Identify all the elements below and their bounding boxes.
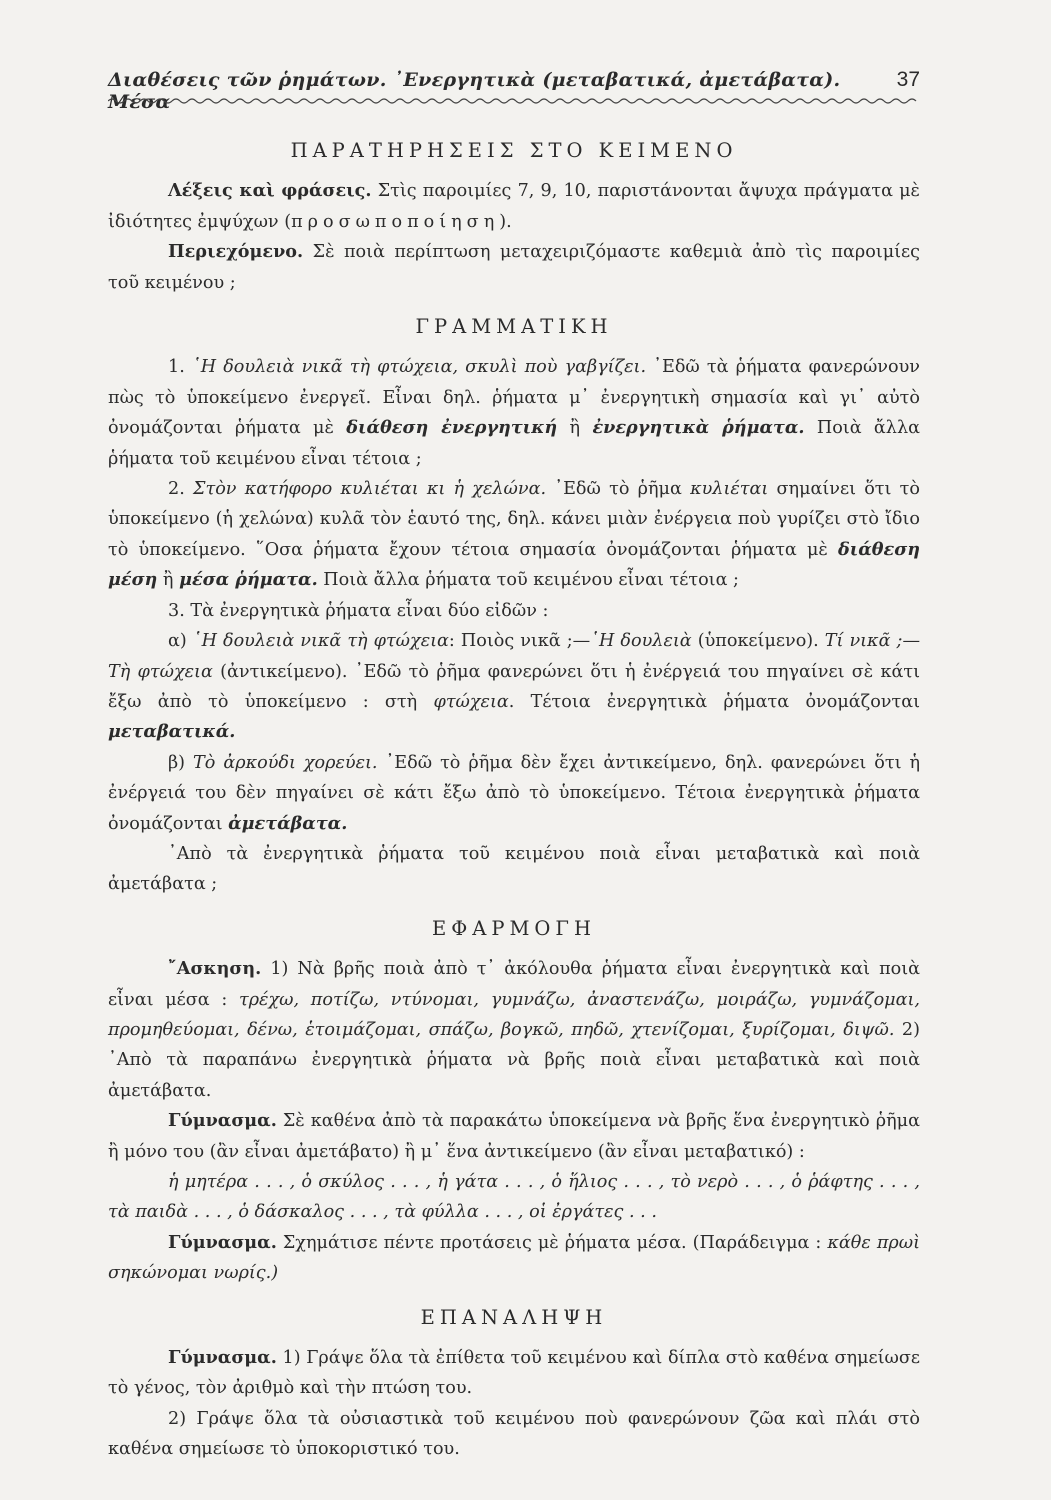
grammar-item-1: 1. ῾Η δουλειὰ νικᾶ τὴ φτώχεια, σκυλὶ ποὺ γαβγίζει. ᾿Εδῶ τὰ ῥήματα φανερώνουν πὼς τὸ ὑποκείμενο ἐνεργεῖ. Εἶναι δηλ. ῥήματα μ᾿ ἐνεργητικὴ σημασία καὶ γι᾿ αὐτὸ ὀνομάζονται ῥήματα μὲ διάθεση ἐνεργητική ἢ ἐνεργητικὰ ῥήματα. Ποιὰ ἄλλα ῥήματα τοῦ κειμένου εἶναι τέτοια ; <box>108 357 920 469</box>
page-content <box>108 132 920 1465</box>
subject-list: ἡ μητέρα . . . , ὁ σκύλος . . . , ἡ γάτα . . . , ὁ ἥλιος . . . , τὸ νερὸ . . . , ὁ ῥάφτης . . . , τὰ παιδὰ . . . , ὁ δάσκαλος . . . , τὰ φύλλα . . . , οἱ ἐργάτες . . . <box>108 1172 920 1223</box>
heading-observations: ΠΑΡΑΤΗΡΗΣΕΙΣ ΣΤΟ ΚΕΙΜΕΝΟ <box>290 139 738 162</box>
page-header <box>108 68 920 113</box>
term-middle-voice: διάθεση μέση <box>108 538 920 591</box>
example-sentence: Στὸν κατήφορο κυλιέται κι ἡ χελώνα. <box>193 479 547 500</box>
grammar-item-3b: β) Τὸ ἀρκούδι χορεύει. ᾿Εδῶ τὸ ῥῆμα δὲν ἔχει ἀντικείμενο, δηλ. φανερώνει ὅτι ἡ ἐνέργειά του δὲν πηγαίνει σὲ κάτι ἔξω ἀπὸ τὸ ὑποκείμενο. Τέτοια ἐνεργητικὰ ῥήματα ὀνομάζονται ἀμετάβατα. <box>108 752 920 834</box>
label-drill: Γύμνασμα. <box>168 1110 277 1132</box>
drill-paragraph-2: Γύμνασμα. Σχημάτισε πέντε προτάσεις μὲ ῥήματα μέσα. (Παράδειγμα : κάθε πρωὶ σηκώνομαι νωρίς.) <box>108 1231 921 1284</box>
heading-review: ΕΠΑΝΑΛΗΨΗ <box>420 1305 608 1329</box>
term-active-verbs: ἐνεργητικὰ ῥήματα. <box>592 417 805 439</box>
header-wavy-rule <box>108 96 920 106</box>
example-sentence: κάθε πρωὶ σηκώνομαι νωρίς.) <box>108 1232 921 1284</box>
term-personification: προσωποποίηση <box>291 211 500 232</box>
paragraph-words-phrases: Λέξεις καὶ φράσεις. Στὶς παροιμίες 7, 9, 10, παριστάνονται ἄψυχα πράγματα μὲ ἰδιότητες ἐμψύχων (προσωποποίηση). <box>108 180 921 232</box>
grammar-item-3a: α) ῾Η δουλειὰ νικᾶ τὴ φτώχεια: Ποιὸς νικᾶ ;—῾Η δουλειὰ (ὑποκείμενο). Τί νικᾶ ;—Τὴ φτώχεια (ἀντικείμενο). ᾿Εδῶ τὸ ῥῆμα φανερώνει ὅτι ἡ ἐνέργειά του πηγαίνει σὲ κάτι ἔξω ἀπὸ τὸ ὑποκείμενο : στὴ φτώχεια. Τέτοια ἐνεργητικὰ ῥήματα ὀνομάζονται μεταβατικά. <box>108 631 921 743</box>
heading-application: ΕΦΑΡΜΟΓΗ <box>432 916 596 940</box>
label-drill: Γύμνασμα. <box>168 1347 277 1369</box>
verb-list: τρέχω, ποτίζω, ντύνομαι, γυμνάζω, ἀναστενάζω, μοιράζω, γυμνάζομαι, προμηθεύομαι, δένω, ἑτοιμάζομαι, σπάζω, βογκῶ, πηδῶ, χτενίζομαι, ξυρίζομαι, διψῶ. <box>108 989 920 1040</box>
example-sentence: ῾Η δουλειὰ νικᾶ τὴ φτώχεια, σκυλὶ ποὺ γαβγίζει. <box>191 357 647 378</box>
exercise-paragraph: ῎Ασκηση. 1) Νὰ βρῆς ποιὰ ἀπὸ τ᾿ ἀκόλουθα ῥήματα εἶναι ἐνεργητικὰ καὶ ποιὰ εἶναι μέσα : τρέχω, ποτίζω, ντύνομαι, γυμνάζω, ἀναστενάζω, μοιράζω, γυμνάζομαι, προμηθεύομαι, δένω, ἑτοιμάζομαι, σπάζω, βογκῶ, πηδῶ, χτενίζομαι, ξυρίζομαι, διψῶ. 2) ᾿Απὸ τὰ παραπάνω ἐνεργητικὰ ῥήματα νὰ βρῆς ποιὰ εἶναι μεταβατικὰ καὶ ποιὰ ἀμετάβατα. <box>108 958 920 1101</box>
term-transitive: μεταβατικά. <box>108 721 236 743</box>
term-middle-verbs: μέσα ῥήματα. <box>179 569 318 591</box>
review-paragraph-1: Γύμνασμα. 1) Γράψε ὅλα τὰ ἐπίθετα τοῦ κειμένου καὶ δίπλα στὸ καθένα σημείωσε τὸ γένος, τὸν ἀριθμὸ καὶ τὴν πτώση του. <box>108 1347 920 1399</box>
drill-paragraph-1: Γύμνασμα. Σὲ καθένα ἀπὸ τὰ παρακάτω ὑποκείμενα νὰ βρῆς ἕνα ἐνεργητικὸ ῥῆμα ἢ μόνο του (ἂν εἶναι ἀμετάβατο) ἢ μ᾿ ἕνα ἀντικείμενο (ἂν εἶναι μεταβατικό) : <box>108 1110 920 1162</box>
label-content: Περιεχόμενο. <box>168 241 304 263</box>
running-title: Διαθέσεις τῶν ῥημάτων. ᾿Ενεργητικὰ (μεταβατικά, ἀμετάβατα). Μέσα <box>108 69 841 113</box>
heading-grammar: ΓΡΑΜΜΑΤΙΚΗ <box>415 315 613 339</box>
term-intransitive: ἀμετάβατα. <box>228 812 348 834</box>
page-number: 37 <box>896 68 920 91</box>
label-words-phrases: Λέξεις καὶ φράσεις. <box>168 180 372 202</box>
paragraph-content: Περιεχόμενο. Σὲ ποιὰ περίπτωση μεταχειριζόμαστε καθεμιὰ ἀπὸ τὶς παροιμίες τοῦ κειμένου ; <box>108 241 920 293</box>
review-paragraph-2: 2) Γράψε ὅλα τὰ οὐσιαστικὰ τοῦ κειμένου ποὺ φανερώνουν ζῶα καὶ πλάι στὸ καθένα σημείωσε τὸ ὑποκοριστικό του. <box>108 1408 920 1460</box>
label-drill: Γύμνασμα. <box>168 1231 277 1253</box>
label-exercise: ῎Ασκηση. <box>168 958 262 980</box>
grammar-item-3-intro: 3. Τὰ ἐνεργητικὰ ῥήματα εἶναι δύο εἰδῶν : <box>168 600 549 621</box>
grammar-item-2: 2. Στὸν κατήφορο κυλιέται κι ἡ χελώνα. ᾿Εδῶ τὸ ῥῆμα κυλιέται σημαίνει ὅτι τὸ ὑποκείμενο (ἡ χελώνα) κυλᾶ τὸν ἑαυτό της, δηλ. κάνει μιὰν ἐνέργεια ποὺ γυρίζει στὸ ἴδιο τὸ ὑποκείμενο. ῞Οσα ῥήματα ἔχουν τέτοια σημασία ὀνομάζονται ῥήματα μὲ διάθεση μέση ἢ μέσα ῥήματα. Ποιὰ ἄλλα ῥήματα τοῦ κειμένου εἶναι τέτοια ; <box>108 479 920 591</box>
term-active-voice: διάθεση ἐνεργητική <box>346 417 558 439</box>
grammar-item-3-question: ᾿Απὸ τὰ ἐνεργητικὰ ῥήματα τοῦ κειμένου ποιὰ εἶναι μεταβατικὰ καὶ ποιὰ ἀμετάβατα ; <box>108 843 920 895</box>
